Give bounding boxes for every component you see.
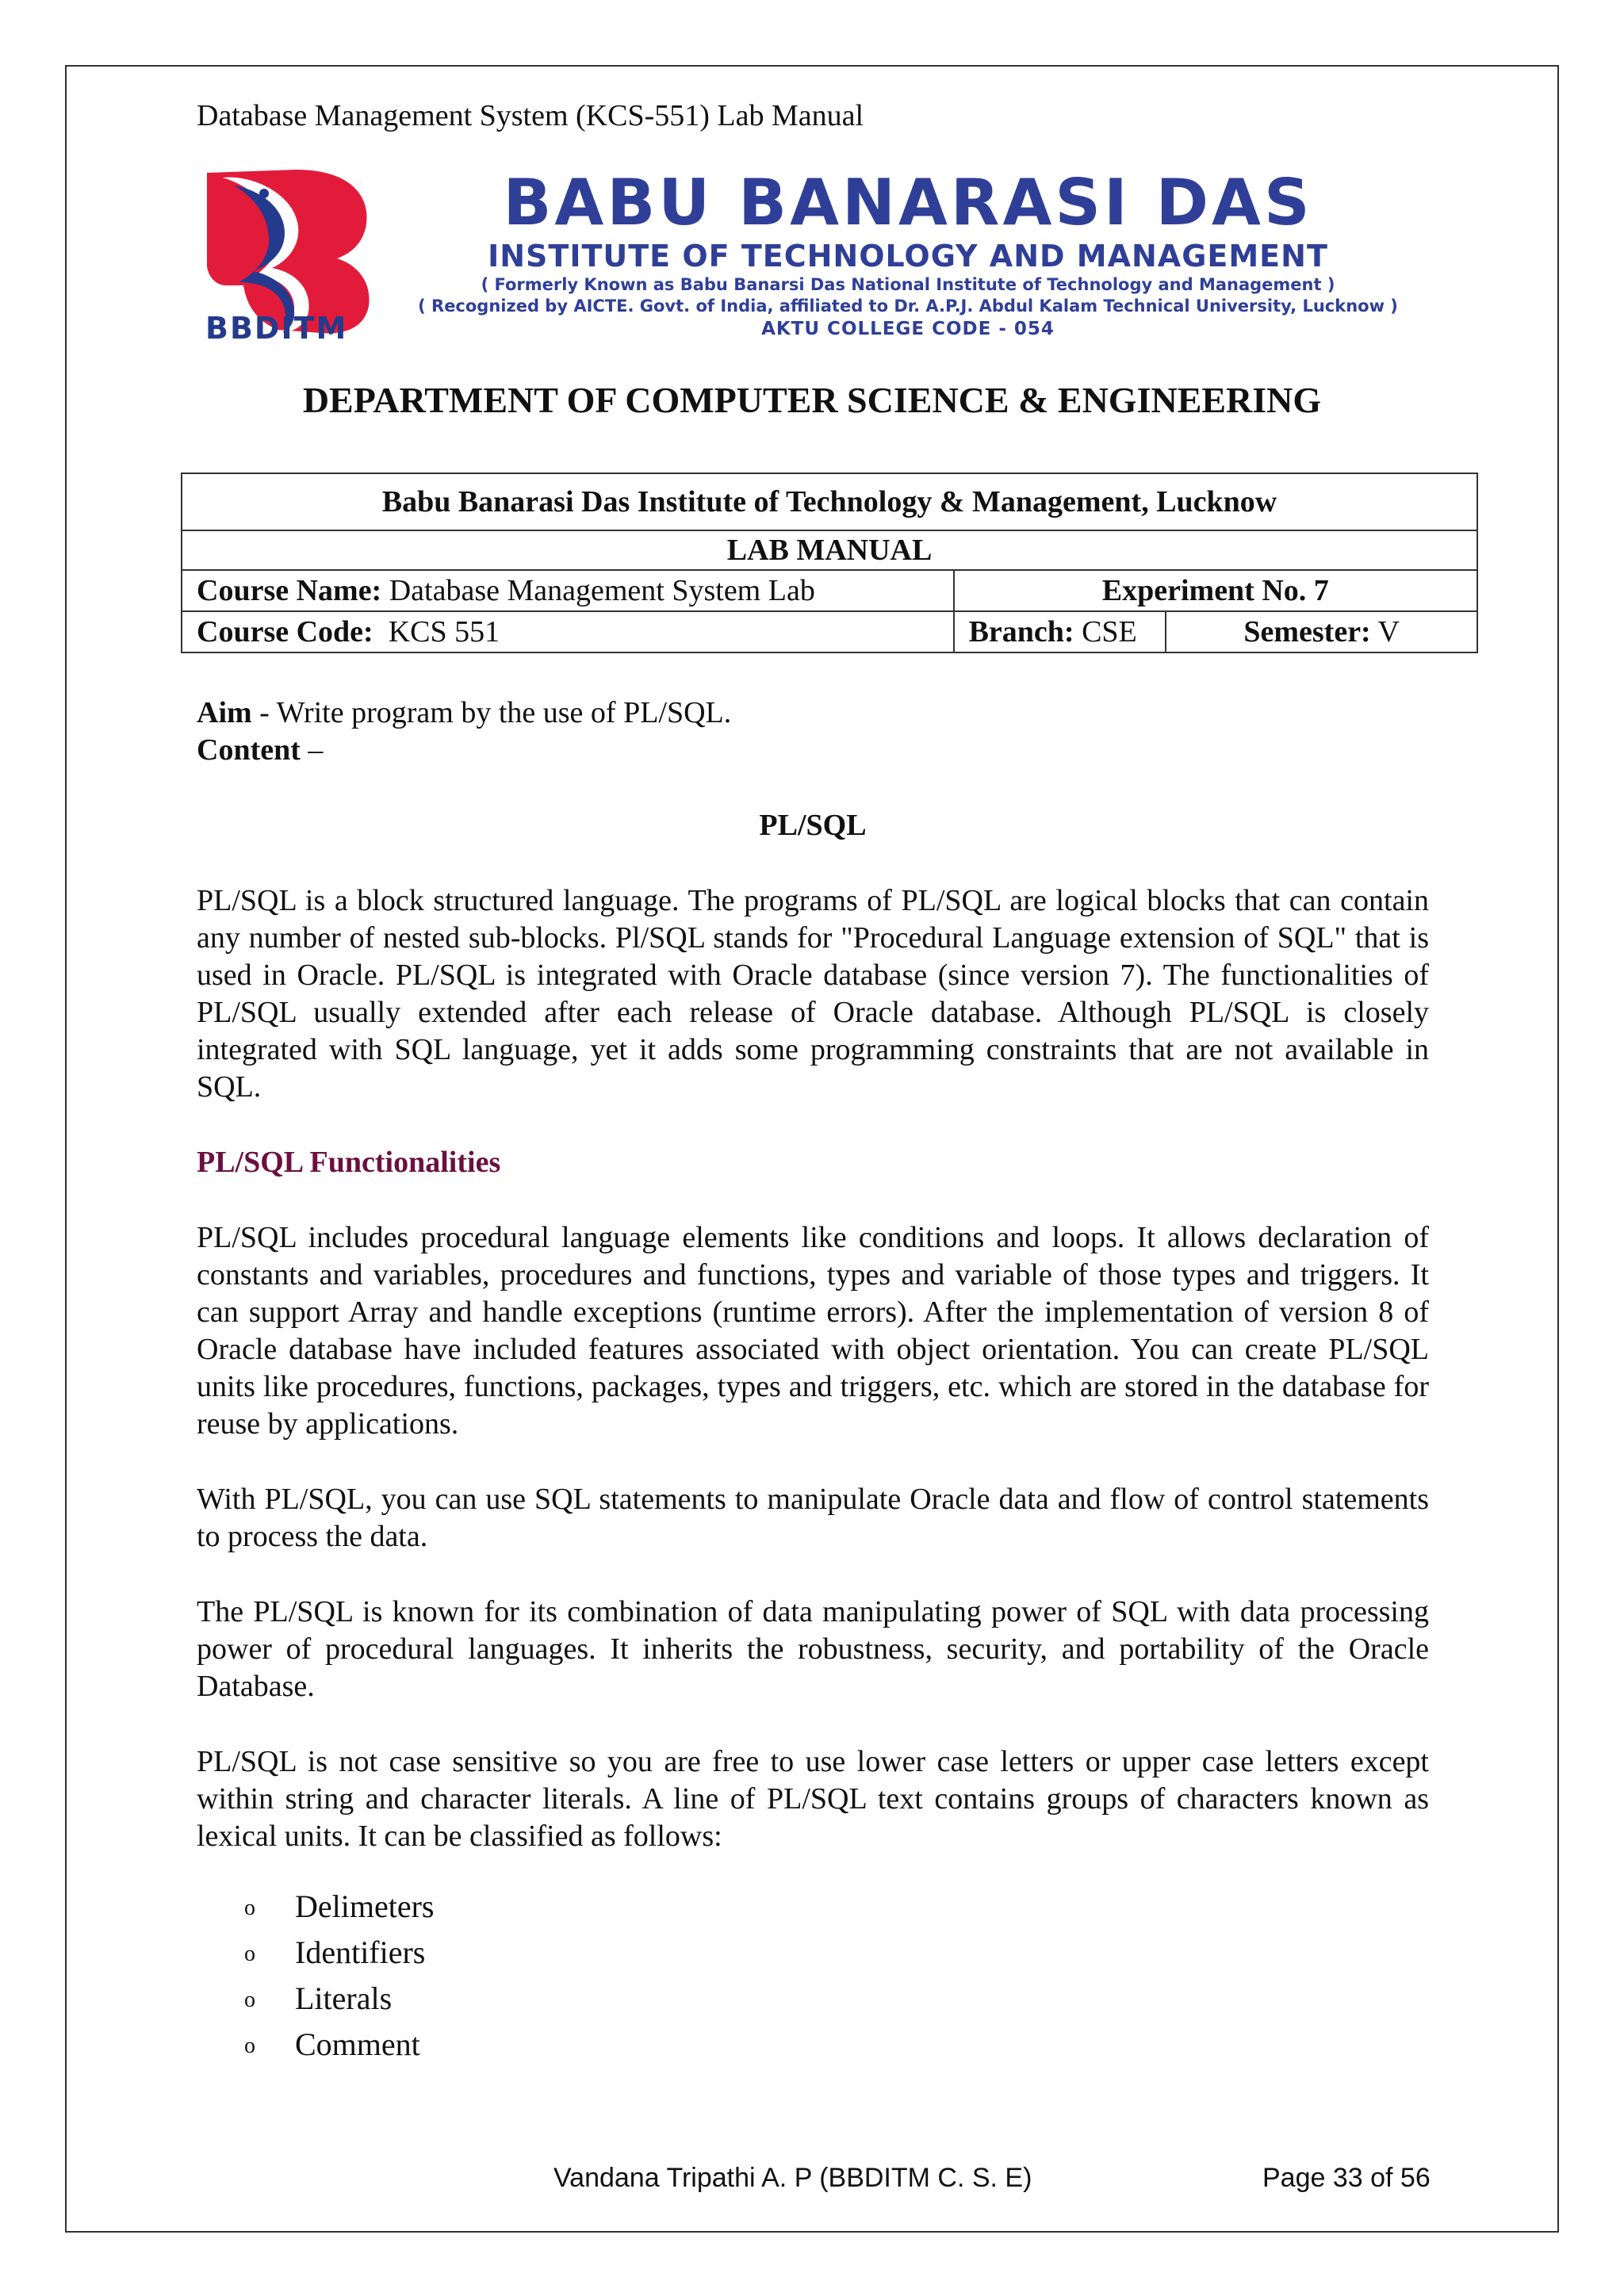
logo-abbreviation: BBDITM xyxy=(205,311,348,346)
course-name-cell xyxy=(182,570,954,611)
spacer xyxy=(197,1556,1429,1594)
bullet-marker: o xyxy=(244,2034,255,2058)
course-code-label: Course Code: xyxy=(197,615,373,649)
bullet-marker: o xyxy=(244,1942,255,1966)
paragraph-case-sensitivity: PL/SQL is not case sensitive so you are free to use lower case letters or upper case letters except within string and character literals. A line of PL/SQL text contains groups of characters known as lexical units. It can be classified as follows: xyxy=(197,1745,1429,1853)
experiment-cell xyxy=(954,570,1477,611)
spacer xyxy=(197,1705,1429,1743)
paragraph-intro: PL/SQL is a block structured language. The programs of PL/SQL are logical blocks that can contain any number of nested sub-blocks. Pl/SQL stands for "Procedural Language extension of SQL" that is used in Oracle. PL/SQL is integrated with Oracle database (since version 7). The functionalities of PL/SQL usually extended after each release of Oracle database. Although PL/SQL is closely integrated with SQL language, yet it adds some programming constraints that are not available in SQL. xyxy=(197,884,1429,1104)
branch-value: CSE xyxy=(1074,615,1137,649)
spacer xyxy=(197,1855,1429,1884)
logo-formerly-line: ( Formerly Known as Babu Banarsi Das National Institute of Technology and Management ) xyxy=(481,275,1335,294)
logo-college-code: AKTU COLLEGE CODE - 054 xyxy=(761,319,1055,339)
section-title: PL/SQL xyxy=(759,809,867,842)
course-name-label: Course Name: xyxy=(197,574,382,607)
list-item xyxy=(244,1976,1429,2022)
spacer xyxy=(197,1181,1429,1219)
course-code-cell xyxy=(182,611,954,652)
institute-name-cell: Babu Banarasi Das Institute of Technology & Management, Lucknow xyxy=(182,473,1477,530)
footer-page-number: Page 33 of 56 xyxy=(1262,2163,1431,2193)
aim-text: - Write program by the use of PL/SQL. xyxy=(251,696,732,729)
list-item-text: Literals xyxy=(295,1980,393,2016)
aim-label: Aim xyxy=(197,696,252,729)
list-item xyxy=(244,2022,1429,2068)
list-item xyxy=(244,1884,1429,1930)
semester-cell xyxy=(1166,611,1477,652)
branch-cell xyxy=(954,611,1166,652)
functionalities-heading: PL/SQL Functionalities xyxy=(197,1146,501,1179)
content-label: Content xyxy=(197,733,301,767)
semester-label: Semester: xyxy=(1243,615,1371,649)
paragraph-functionalities: PL/SQL includes procedural language elements like conditions and loops. It allows declaration of constants and variables, procedures and functions, types and variable of those types and triggers. It can support Array and handle exceptions (runtime errors). After the implementation of version 8 of Oracle database have included features associated with object orientation. You can create PL/SQL units like procedures, functions, packages, types and triggers, etc. which are stored in the database for reuse by applications. xyxy=(197,1221,1429,1441)
spacer xyxy=(197,769,1429,807)
logo-text-block xyxy=(385,166,1431,340)
list-item-text: Delimeters xyxy=(295,1888,435,1924)
experiment-number: Experiment No. 7 xyxy=(1101,574,1329,607)
list-item-text: Identifiers xyxy=(295,1934,426,1970)
institute-logo-banner xyxy=(202,166,1431,349)
bullet-marker: o xyxy=(244,1988,255,2012)
course-name-value: Database Management System Lab xyxy=(381,574,815,607)
aim-line xyxy=(197,695,1429,732)
running-header: Database Management System (KCS-551) Lab Manual xyxy=(197,99,864,132)
page-content xyxy=(197,695,1429,2068)
content-dash: – xyxy=(300,733,324,767)
paragraph-combination: The PL/SQL is known for its combination of data manipulating power of SQL with data processing power of procedural languages. It inherits the robustness, security, and portability of the Oracle Database. xyxy=(197,1595,1429,1703)
spacer xyxy=(197,1443,1429,1481)
logo-title: BABU BANARASI DAS xyxy=(503,166,1313,239)
semester-value: V xyxy=(1370,615,1400,649)
course-code-value: KCS 551 xyxy=(373,615,500,649)
lexical-units-list xyxy=(197,1884,1429,2068)
logo-subtitle: INSTITUTE OF TECHNOLOGY AND MANAGEMENT xyxy=(488,239,1328,274)
branch-label: Branch: xyxy=(968,615,1074,649)
spacer xyxy=(197,1106,1429,1144)
lab-manual-cell: LAB MANUAL xyxy=(182,530,1477,570)
department-heading: DEPARTMENT OF COMPUTER SCIENCE & ENGINEERING xyxy=(302,380,1322,420)
paragraph-sql-statements: With PL/SQL, you can use SQL statements to manipulate Oracle data and flow of control statements to process the data. xyxy=(197,1483,1429,1553)
list-item xyxy=(244,1930,1429,1976)
spacer xyxy=(197,844,1429,882)
footer-author: Vandana Tripathi A. P (BBDITM C. S. E) xyxy=(553,2163,1032,2193)
content-line xyxy=(197,732,1429,769)
logo-recognized-line: ( Recognized by AICTE. Govt. of India, affiliated to Dr. A.P.J. Abdul Kalam Technical University, Lucknow ) xyxy=(418,297,1398,316)
course-info-table xyxy=(181,473,1478,653)
bullet-marker: o xyxy=(244,1896,255,1920)
list-item-text: Comment xyxy=(295,2026,420,2062)
